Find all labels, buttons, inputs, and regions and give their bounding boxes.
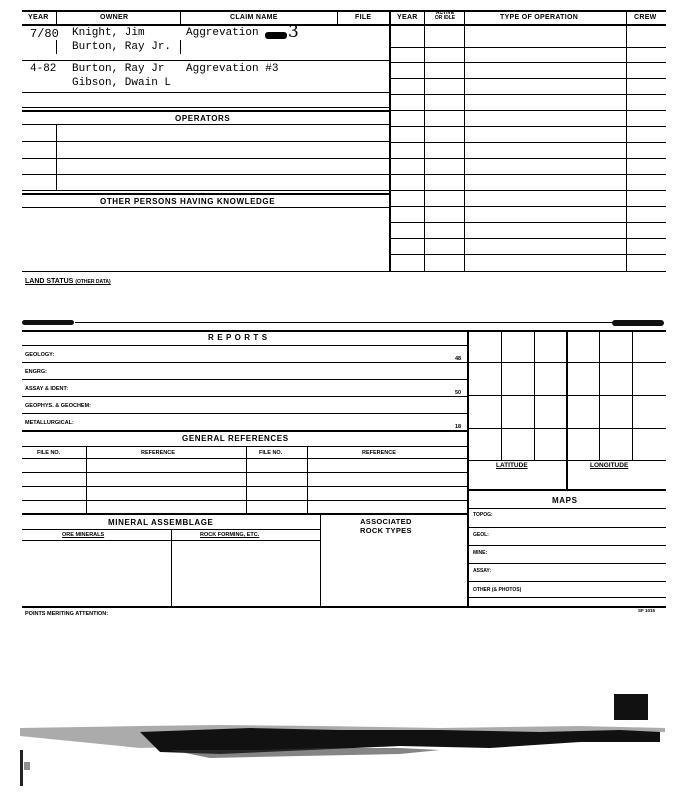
row3-owner: Burton, Ray Jr bbox=[72, 63, 165, 75]
scan-smudge-right bbox=[612, 320, 664, 326]
report-assay-num: 50 bbox=[455, 390, 462, 396]
scan-noise-band bbox=[20, 690, 670, 790]
row3-claim: Aggrevation #3 bbox=[186, 63, 279, 75]
scan-smudge-left bbox=[22, 320, 74, 325]
general-references-title: GENERAL REFERENCES bbox=[182, 434, 289, 443]
rock-forming-header: ROCK FORMING, ETC. bbox=[200, 532, 260, 538]
header-type-of-operation: TYPE OF OPERATION bbox=[500, 14, 579, 21]
maps-assay: ASSAY: bbox=[473, 568, 492, 574]
ore-minerals-header: ORE MINERALS bbox=[62, 532, 105, 538]
maps-mine: MINE: bbox=[473, 550, 488, 556]
mineral-assemblage-title: MINERAL ASSEMBLAGE bbox=[108, 518, 214, 527]
redaction-mark bbox=[265, 32, 287, 39]
associated-rock-types: ASSOCIATED ROCK TYPES bbox=[360, 517, 412, 535]
maps-other-photos: OTHER (& PHOTOS) bbox=[473, 587, 522, 593]
row1-claim-suffix: 3 bbox=[288, 22, 299, 42]
form-code: SF 1015 bbox=[638, 608, 656, 613]
row1-claim: Aggrevation bbox=[186, 27, 259, 39]
report-engrg: ENGRG: bbox=[25, 369, 47, 375]
points-meriting-attention: POINTS MERITING ATTENTION: bbox=[25, 611, 109, 617]
header-owner: OWNER bbox=[100, 14, 129, 21]
operators-title: OPERATORS bbox=[175, 114, 231, 123]
maps-topog: TOPOG: bbox=[473, 512, 493, 518]
ref-header-reference-1: REFERENCE bbox=[141, 450, 175, 456]
report-geology: GEOLOGY: bbox=[25, 352, 55, 358]
header-year: YEAR bbox=[28, 14, 49, 21]
header-active-idle: ACTIVE OR IDLE bbox=[434, 10, 456, 21]
land-status-label: LAND STATUS (OTHER DATA) bbox=[25, 278, 111, 285]
reports-title: R E P O R T S bbox=[208, 333, 268, 342]
header-claim-name: CLAIM NAME bbox=[230, 14, 278, 21]
row3-year: 4-82 bbox=[30, 63, 57, 75]
row1-year: 7/80 bbox=[30, 27, 59, 41]
report-assay: ASSAY & IDENT: bbox=[25, 386, 69, 392]
ref-header-file-no-2: FILE NO. bbox=[259, 450, 283, 456]
header-year-2: YEAR bbox=[397, 14, 418, 21]
header-file: FILE bbox=[355, 14, 372, 21]
report-metallurgical: METALLURGICAL: bbox=[25, 420, 74, 426]
header-crew: CREW bbox=[634, 14, 657, 21]
ref-header-file-no-1: FILE NO. bbox=[37, 450, 61, 456]
maps-title: MAPS bbox=[552, 496, 578, 505]
row1-owner: Knight, Jim bbox=[72, 27, 145, 39]
row4-owner: Gibson, Dwain L bbox=[72, 77, 172, 89]
row2-owner: Burton, Ray Jr. bbox=[72, 41, 172, 53]
other-persons-title: OTHER PERSONS HAVING KNOWLEDGE bbox=[100, 197, 276, 206]
ref-header-reference-2: REFERENCE bbox=[362, 450, 396, 456]
maps-geol: GEOL: bbox=[473, 532, 489, 538]
report-metallurgical-num: 18 bbox=[455, 424, 462, 430]
report-geophys: GEOPHYS. & GEOCHEM: bbox=[25, 403, 92, 409]
report-geology-num: 48 bbox=[455, 356, 462, 362]
latitude-label: LATITUDE bbox=[496, 462, 528, 469]
longitude-label: LONGITUDE bbox=[590, 462, 629, 469]
